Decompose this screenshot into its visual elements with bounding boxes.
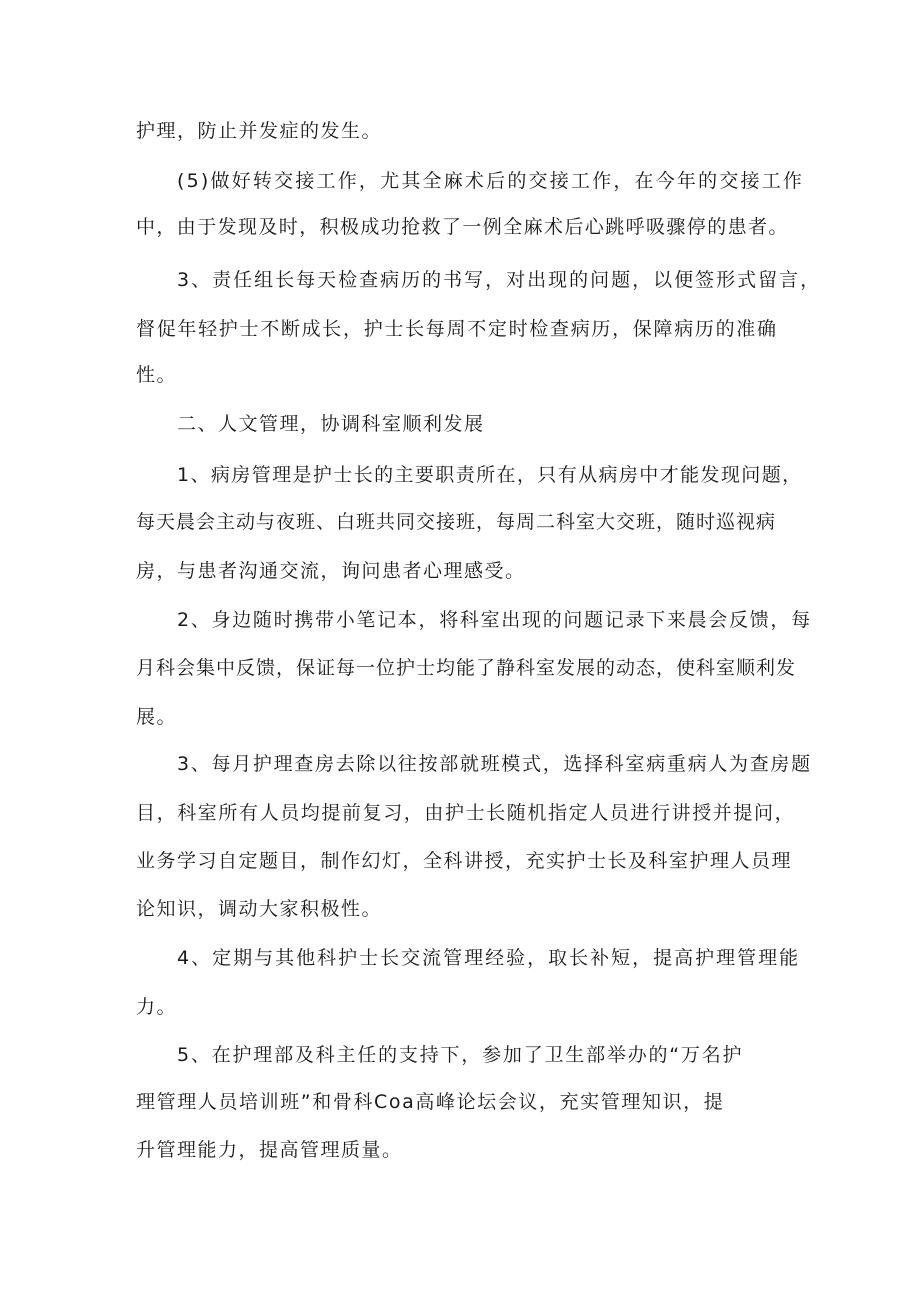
text-line: 升管理能力，提高管理质量。 <box>136 1139 403 1161</box>
text-line: 4、定期与其他科护士长交流管理经验，取长补短，提高护理管理能 <box>177 947 801 969</box>
text-line: 展。 <box>136 706 178 728</box>
text-line: (5)做好转交接工作，尤其全麻术后的交接工作，在今年的交接工作 <box>177 170 805 192</box>
text-line: 督促年轻护士不断成长，护士长每周不定时检查病历，保障病历的准确 <box>136 318 778 340</box>
text-line: 1、病房管理是护士长的主要职责所在，只有从病房中才能发现问题， <box>177 464 803 486</box>
section-heading: 二、人文管理，协调科室顺利发展 <box>177 413 485 435</box>
text-line: 3、每月护理查房去除以往按部就班模式，选择科室病重病人为查房题 <box>177 753 812 775</box>
text-line: 2、身边随时携带小笔记本，将科室出现的问题记录下来晨会反馈，每 <box>177 609 812 631</box>
text-line: 性。 <box>136 364 178 386</box>
text-line: 理管理人员培训班”和骨科Coa高峰论坛会议，充实管理知识，提 <box>136 1091 725 1113</box>
text-line: 月科会集中反馈，保证每一位护士均能了静科室发展的动态，使科室顺利发 <box>136 657 797 679</box>
text-line: 目，科室所有人员均提前复习，由护士长随机指定人员进行讲授并提问， <box>136 802 796 824</box>
text-line: 论知识，调动大家积极性。 <box>136 898 383 920</box>
text-line: 中，由于发现及时，积极成功抢救了一例全麻术后心跳呼吸骤停的患者。 <box>136 216 789 238</box>
text-line: 每天晨会主动与夜班、白班共同交接班，每周二科室大交班，随时巡视病 <box>136 511 777 533</box>
text-line: 房，与患者沟通交流，询问患者心理感受。 <box>136 560 526 582</box>
text-line: 业务学习自定题目，制作幻灯，全科讲授，充实护士长及科室护理人员理 <box>136 850 793 872</box>
text-line: 力。 <box>136 996 178 1018</box>
text-line: 3、责任组长每天检查病历的书写，对出现的问题，以便签形式留言， <box>177 269 822 291</box>
text-line: 护理，防止并发症的发生。 <box>136 120 383 142</box>
text-line: 5、在护理部及科主任的支持下，参加了卫生部举办的“万名护 <box>177 1044 744 1066</box>
